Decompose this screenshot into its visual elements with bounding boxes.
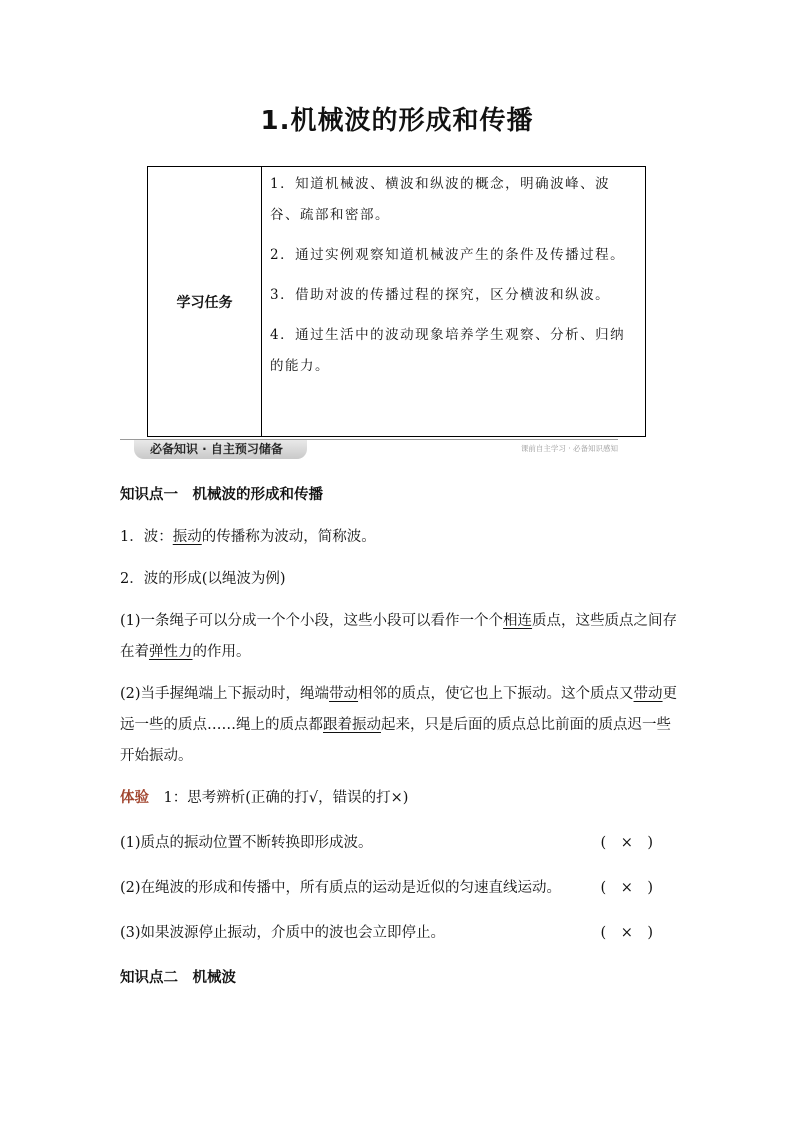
text-span: (1)一条绳子可以分成一个个小段，这些小段可以看作一个个 [120, 613, 504, 629]
paragraph-wave-formation: 2．波的形成(以绳波为例) [120, 571, 286, 587]
answer-underline: 振动 [172, 529, 202, 545]
learning-task-list [262, 167, 645, 436]
experience-tag: 体验 [120, 790, 149, 806]
text-span: 相邻的质点，使它也上下振动。这个质点又 [358, 686, 634, 702]
judge-answer: ( × ) [600, 835, 653, 851]
learning-task-item: 2．通过实例观察知道机械波产生的条件及传播过程。 [270, 247, 626, 263]
section-heading-1: 知识点一 机械波的形成和传播 [120, 487, 323, 503]
banner-label: 必备知识 · 自主预习储备 [134, 440, 307, 459]
answer-underline: 相连 [503, 613, 533, 629]
paragraph-rope-segments [120, 606, 680, 668]
section-banner [120, 437, 618, 463]
experience-instruction: 1：思考辨析(正确的打√，错误的打×) [149, 790, 409, 806]
judge-item [120, 873, 653, 904]
section-heading-2: 知识点二 机械波 [120, 970, 236, 986]
learning-task-table [147, 166, 646, 437]
main-content [120, 480, 680, 994]
text-span: 起来，只是后面的质点总比前面的质点迟一些开始振动。 [120, 717, 671, 764]
paragraph-wave-definition [120, 522, 680, 553]
learning-task-item: 3．借助对波的传播过程的探究，区分横波和纵波。 [270, 287, 611, 303]
answer-underline: 弹性力 [149, 644, 193, 660]
text-span: 质点，这些质点之间存在着 [120, 613, 678, 660]
text-span: 更远一些的质点……绳上的质点都 [120, 686, 678, 733]
judge-statement: (1)质点的振动位置不断转换即形成波。 [120, 835, 373, 851]
judge-answer: ( × ) [600, 925, 653, 941]
answer-underline: 跟着振动 [323, 717, 381, 733]
judge-statement: (3)如果波源停止振动，介质中的波也会立即停止。 [120, 925, 446, 941]
judge-answer: ( × ) [600, 880, 653, 896]
banner-subtitle: 课前自主学习 · 必备知识感知 [520, 444, 618, 453]
text-span: 的传播称为波动，简称波。 [201, 529, 376, 545]
answer-underline: 带动 [633, 686, 663, 702]
judge-statement: (2)在绳波的形成和传播中，所有质点的运动是近似的匀速直线运动。 [120, 880, 562, 896]
paragraph-rope-vibration [120, 679, 680, 772]
learning-task-item: 1．知道机械波、横波和纵波的概念，明确波峰、波谷、疏部和密部。 [270, 176, 611, 223]
judge-item [120, 918, 653, 949]
learning-task-label: 学习任务 [148, 167, 262, 436]
text-span: (2)当手握绳端上下振动时，绳端 [120, 686, 330, 702]
text-span: 1．波： [120, 529, 173, 545]
learning-task-item: 4．通过生活中的波动现象培养学生观察、分析、归纳的能力。 [270, 327, 626, 374]
judge-item [120, 828, 653, 859]
text-span: 的作用。 [192, 644, 251, 660]
experience-header [120, 783, 680, 814]
page-title: 1.机械波的形成和传播 [260, 106, 534, 136]
answer-underline: 带动 [329, 686, 359, 702]
